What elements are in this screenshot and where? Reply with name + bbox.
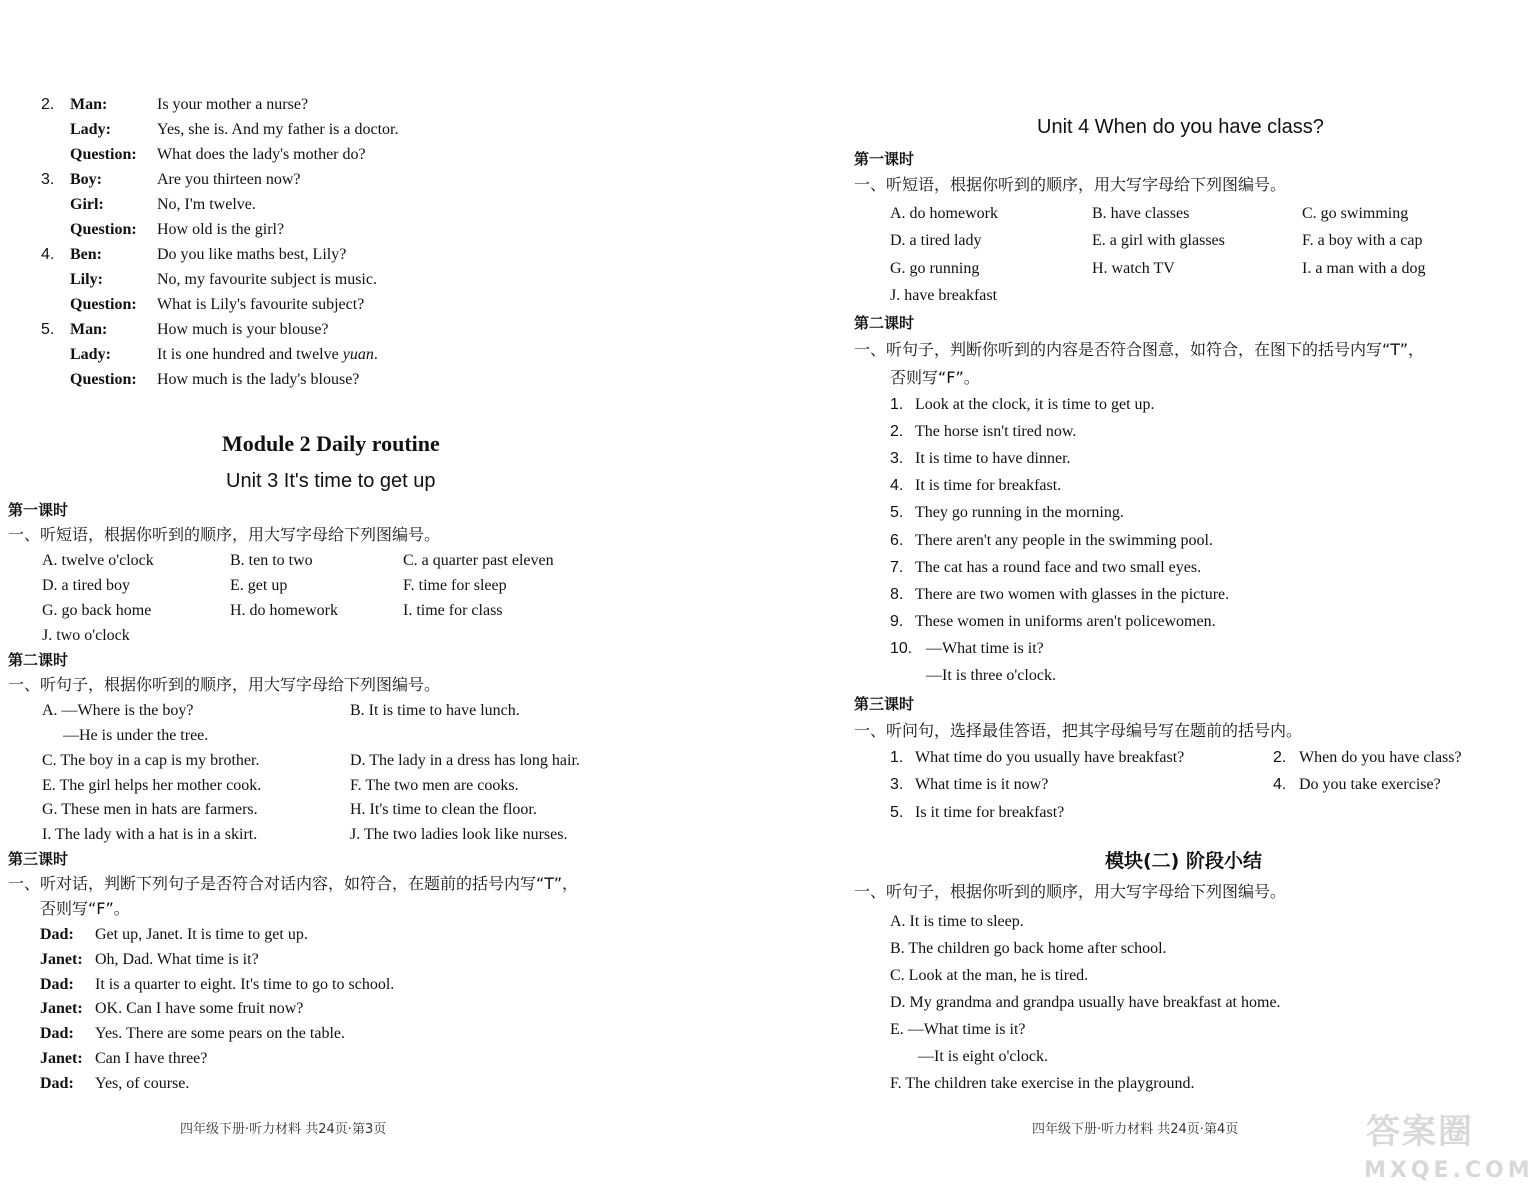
dialog-line: What is Lily's favourite subject? (157, 296, 365, 313)
dialog-line: No, I'm twelve. (157, 196, 256, 213)
dialog-line: How much is the lady's blouse? (157, 371, 360, 388)
option-item: J. two o'clock (42, 627, 130, 644)
option-item: I. time for class (403, 602, 503, 619)
page-footer: 四年级下册·听力材料 共24页·第4页 (1032, 1122, 1239, 1137)
item-number: 4. (890, 477, 904, 494)
item-number: 3. (890, 450, 904, 467)
option-item: G. These men in hats are farmers. (42, 801, 258, 818)
instruction: 一、听句子，判断你听到的内容是否符合图意，如符合，在图下的括号内写“T”， (854, 340, 1425, 359)
question: When do you have class? (1299, 749, 1462, 766)
option-item: B. have classes (1092, 205, 1190, 222)
option-item: A. twelve o'clock (42, 552, 154, 569)
unit-title: Unit 3 It's time to get up (226, 470, 436, 492)
item-number: 2. (890, 423, 904, 440)
sentence: There aren't any people in the swimming pool. (915, 532, 1213, 549)
lesson-heading: 第二课时 (854, 314, 915, 332)
option-item: G. go running (890, 260, 980, 277)
item-number: 5. (890, 804, 904, 821)
speaker-label: Ben: (70, 246, 102, 263)
item-number: 2. (41, 96, 55, 113)
dialog-line: Can I have three? (95, 1050, 208, 1067)
question: What time is it now? (915, 776, 1049, 793)
lesson-heading: 第一课时 (8, 501, 69, 519)
option-item: F. The two men are cooks. (350, 777, 519, 794)
dialog-line (157, 345, 378, 365)
dialog-line: Do you like maths best, Lily? (157, 246, 347, 263)
option-item: G. go back home (42, 602, 152, 619)
item-number: 4. (1273, 776, 1287, 793)
option-item: J. have breakfast (890, 287, 998, 304)
lesson-heading: 第三课时 (854, 695, 915, 713)
option-item: —He is under the tree. (63, 727, 209, 744)
sentence: —It is eight o'clock. (918, 1048, 1048, 1065)
sentence: D. My grandma and grandpa usually have breakfast at home. (890, 994, 1281, 1011)
sentence: There are two women with glasses in the picture. (915, 586, 1230, 603)
speaker-label: Janet: (40, 1000, 83, 1017)
option-item: I. The lady with a hat is in a skirt. (42, 826, 258, 843)
speaker-label: Dad: (40, 1025, 74, 1042)
italic-word: yuan (342, 346, 374, 363)
item-number: 1. (890, 396, 904, 413)
option-item: E. The girl helps her mother cook. (42, 777, 262, 794)
option-item: E. get up (230, 577, 288, 594)
speaker-label: Girl: (70, 196, 104, 213)
sentence: It is time to have dinner. (915, 450, 1071, 467)
dialog-line: How much is your blouse? (157, 321, 329, 338)
instruction: 一、听句子，根据你听到的顺序，用大写字母给下列图编号。 (854, 882, 1287, 901)
option-item: C. The boy in a cap is my brother. (42, 752, 260, 769)
instruction: 一、听问句，选择最佳答语，把其字母编号写在题前的括号内。 (854, 721, 1303, 740)
lesson-heading: 第二课时 (8, 651, 69, 669)
option-item: F. time for sleep (403, 577, 507, 594)
instruction: 否则写“F”。 (40, 899, 130, 918)
item-number: 5. (41, 321, 55, 338)
right-page (768, 0, 1536, 1202)
dialog-text: . (373, 346, 378, 363)
sentence: Look at the clock, it is time to get up. (915, 396, 1155, 413)
sentence: E. —What time is it? (890, 1021, 1026, 1038)
sentence: The cat has a round face and two small eyes. (915, 559, 1202, 576)
sentence: It is time for breakfast. (915, 477, 1062, 494)
dialog-text: It is one hundred and twelve (157, 346, 343, 363)
speaker-label: Man: (70, 96, 108, 113)
option-item: H. It's time to clean the floor. (350, 801, 537, 818)
option-item: A. —Where is the boy? (42, 702, 194, 719)
option-item: B. It is time to have lunch. (350, 702, 520, 719)
item-number: 7. (890, 559, 904, 576)
lesson-heading: 第一课时 (854, 150, 915, 168)
speaker-label: Man: (70, 321, 108, 338)
sentence: A. It is time to sleep. (890, 913, 1024, 930)
option-item: E. a girl with glasses (1092, 232, 1225, 249)
option-item: H. watch TV (1092, 260, 1175, 277)
watermark-text: 答案圈 (1366, 1112, 1474, 1152)
item-number: 4. (41, 246, 55, 263)
option-item: H. do homework (230, 602, 338, 619)
dialog-line: What does the lady's mother do? (157, 146, 366, 163)
question: What time do you usually have breakfast? (915, 749, 1185, 766)
instruction: 一、听句子，根据你听到的顺序，用大写字母给下列图编号。 (8, 675, 441, 694)
dialog-line: Yes, she is. And my father is a doctor. (157, 121, 399, 138)
item-number: 9. (890, 613, 904, 630)
dialog-line: Yes, of course. (95, 1075, 190, 1092)
lesson-heading: 第三课时 (8, 850, 69, 868)
watermark-logo (1358, 1100, 1534, 1196)
speaker-label: Dad: (40, 1075, 74, 1092)
sentence: C. Look at the man, he is tired. (890, 967, 1089, 984)
item-number: 6. (890, 532, 904, 549)
item-number: 2. (1273, 749, 1287, 766)
speaker-label: Dad: (40, 926, 74, 943)
item-number: 10. (890, 640, 913, 657)
speaker-label: Question: (70, 221, 137, 238)
instruction: 一、听对话，判断下列句子是否符合对话内容，如符合，在题前的括号内写“T”， (8, 874, 579, 893)
speaker-label: Lady: (70, 121, 111, 138)
speaker-label: Question: (70, 146, 137, 163)
instruction: 否则写“F”。 (890, 368, 980, 387)
item-number: 3. (41, 171, 55, 188)
speaker-label: Janet: (40, 951, 83, 968)
option-item: D. a tired lady (890, 232, 982, 249)
speaker-label: Janet: (40, 1050, 83, 1067)
watermark-domain: MXQE.COM (1364, 1158, 1534, 1183)
item-number: 3. (890, 776, 904, 793)
option-item: J. The two ladies look like nurses. (350, 826, 568, 843)
item-number: 5. (890, 504, 904, 521)
unit-title: Unit 4 When do you have class? (1037, 116, 1324, 138)
option-item: C. a quarter past eleven (403, 552, 554, 569)
dialog-line: Yes. There are some pears on the table. (95, 1025, 345, 1042)
item-number: 8. (890, 586, 904, 603)
option-item: C. go swimming (1302, 205, 1409, 222)
dialog-line: No, my favourite subject is music. (157, 271, 377, 288)
dialog-line: OK. Can I have some fruit now? (95, 1000, 304, 1017)
page-footer: 四年级下册·听力材料 共24页·第3页 (180, 1122, 387, 1137)
module-title: Module 2 Daily routine (222, 431, 440, 456)
option-item: F. a boy with a cap (1302, 232, 1423, 249)
dialog-line: Are you thirteen now? (157, 171, 301, 188)
dialog-line: How old is the girl? (157, 221, 285, 238)
sentence: These women in uniforms aren't policewomen. (915, 613, 1216, 630)
option-item: D. The lady in a dress has long hair. (350, 752, 580, 769)
item-number: 1. (890, 749, 904, 766)
dialog-line: Is your mother a nurse? (157, 96, 309, 113)
option-item: D. a tired boy (42, 577, 130, 594)
sentence: The horse isn't tired now. (915, 423, 1077, 440)
dialog-line: It is a quarter to eight. It's time to go to school. (95, 976, 395, 993)
instruction: 一、听短语，根据你听到的顺序，用大写字母给下列图编号。 (854, 175, 1287, 194)
question: Is it time for breakfast? (915, 804, 1065, 821)
option-item: B. ten to two (230, 552, 313, 569)
sentence: They go running in the morning. (915, 504, 1124, 521)
sentence: —What time is it? (926, 640, 1044, 657)
speaker-label: Question: (70, 296, 137, 313)
speaker-label: Question: (70, 371, 137, 388)
speaker-label: Lily: (70, 271, 103, 288)
instruction: 一、听短语，根据你听到的顺序，用大写字母给下列图编号。 (8, 525, 441, 544)
dialog-line: Get up, Janet. It is time to get up. (95, 926, 308, 943)
speaker-label: Lady: (70, 346, 111, 363)
sentence: F. The children take exercise in the playground. (890, 1075, 1195, 1092)
dialog-line: Oh, Dad. What time is it? (95, 951, 259, 968)
option-item: I. a man with a dog (1302, 260, 1426, 277)
question: Do you take exercise? (1299, 776, 1441, 793)
summary-title: 模块(二) 阶段小结 (1105, 850, 1262, 872)
option-item: A. do homework (890, 205, 998, 222)
sentence: —It is three o'clock. (926, 667, 1056, 684)
sentence: B. The children go back home after school. (890, 940, 1167, 957)
speaker-label: Dad: (40, 976, 74, 993)
speaker-label: Boy: (70, 171, 102, 188)
